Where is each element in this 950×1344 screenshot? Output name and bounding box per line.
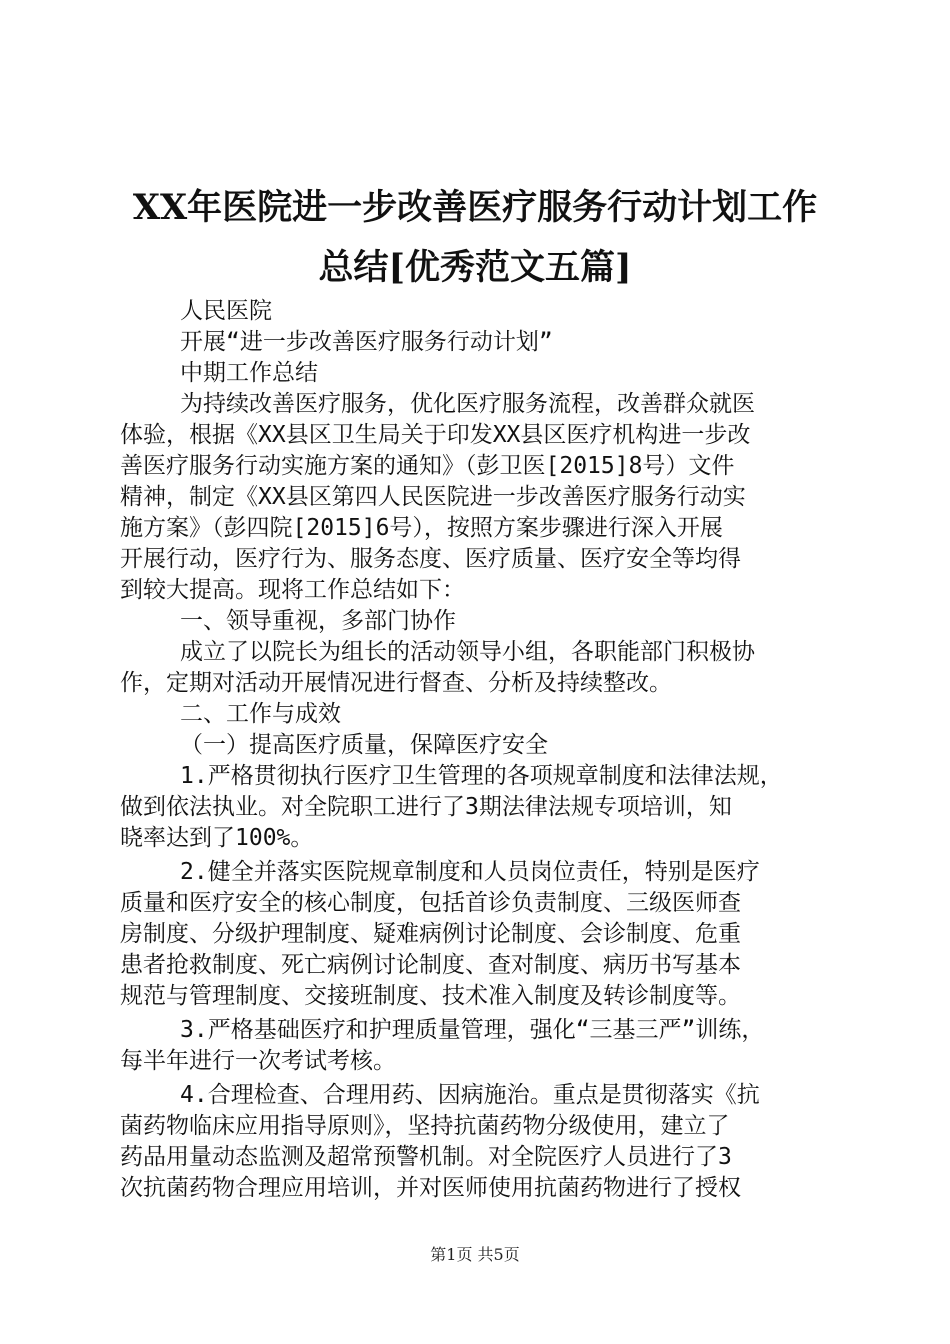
- section-heading: 二、工作与成效: [180, 701, 341, 727]
- document-title-line-1: XX年医院进一步改善医疗服务行动计划工作: [132, 187, 818, 228]
- body-line: 每半年进行一次考试考核。: [120, 1048, 396, 1074]
- body-line: 菌药物临床应用指导原则》，坚持抗菌药物分级使用，建立了: [120, 1113, 730, 1139]
- body-line: 开展“进一步改善医疗服务行动计划”: [180, 329, 553, 355]
- body-line: 房制度、分级护理制度、疑难病例讨论制度、会诊制度、危重: [120, 921, 741, 947]
- body-line: 规范与管理制度、交接班制度、技术准入制度及转诊制度等。: [120, 983, 741, 1009]
- body-line: 晓率达到了100%。: [120, 825, 314, 851]
- body-line: 善医疗服务行动实施方案的通知》（彭卫医[2015]8号）文件: [120, 453, 735, 479]
- document-title-line-2: 总结[优秀范文五篇]: [318, 247, 632, 288]
- body-line: 作，定期对活动开展情况进行督查、分析及持续整改。: [120, 670, 672, 696]
- body-line: 为持续改善医疗服务，优化医疗服务流程，改善群众就医: [180, 391, 755, 417]
- body-line: 患者抢救制度、死亡病例讨论制度、查对制度、病历书写基本: [120, 952, 741, 978]
- page-number-footer: 第1页 共5页: [430, 1245, 520, 1264]
- document-body: [120, 296, 835, 1204]
- body-line: 做到依法执业。对全院职工进行了3期法律法规专项培训，知: [120, 794, 732, 820]
- body-line: 施方案》（彭四院[2015]6号），按照方案步骤进行深入开展: [120, 515, 723, 541]
- body-line: 次抗菌药物合理应用培训，并对医师使用抗菌药物进行了授权: [120, 1175, 741, 1201]
- body-line: 4.合理检查、合理用药、因病施治。重点是贯彻落实《抗: [180, 1082, 760, 1108]
- body-line: 开展行动，医疗行为、服务态度、医疗质量、医疗安全等均得: [120, 546, 741, 572]
- body-line: 3.严格基础医疗和护理质量管理，强化“三基三严”训练，: [180, 1017, 765, 1043]
- body-line: 1.严格贯彻执行医疗卫生管理的各项规章制度和法律法规，: [180, 763, 783, 789]
- body-line: 质量和医疗安全的核心制度，包括首诊负责制度、三级医师查: [120, 890, 741, 916]
- body-line: 体验，根据《XX县区卫生局关于印发XX县区医疗机构进一步改: [120, 422, 751, 448]
- subsection-heading: （一）提高医疗质量，保障医疗安全: [180, 732, 548, 758]
- body-line: 2.健全并落实医院规章制度和人员岗位责任，特别是医疗: [180, 859, 760, 885]
- body-line: 药品用量动态监测及超常预警机制。对全院医疗人员进行了3: [120, 1144, 732, 1170]
- body-line: 精神，制定《XX县区第四人民医院进一步改善医疗服务行动实: [120, 484, 746, 510]
- body-line: 成立了以院长为组长的活动领导小组，各职能部门积极协: [180, 639, 755, 665]
- section-heading: 一、领导重视，多部门协作: [180, 608, 456, 634]
- body-line: 中期工作总结: [180, 360, 318, 386]
- body-line: 到较大提高。现将工作总结如下：: [120, 577, 465, 603]
- body-line: 人民医院: [180, 298, 272, 324]
